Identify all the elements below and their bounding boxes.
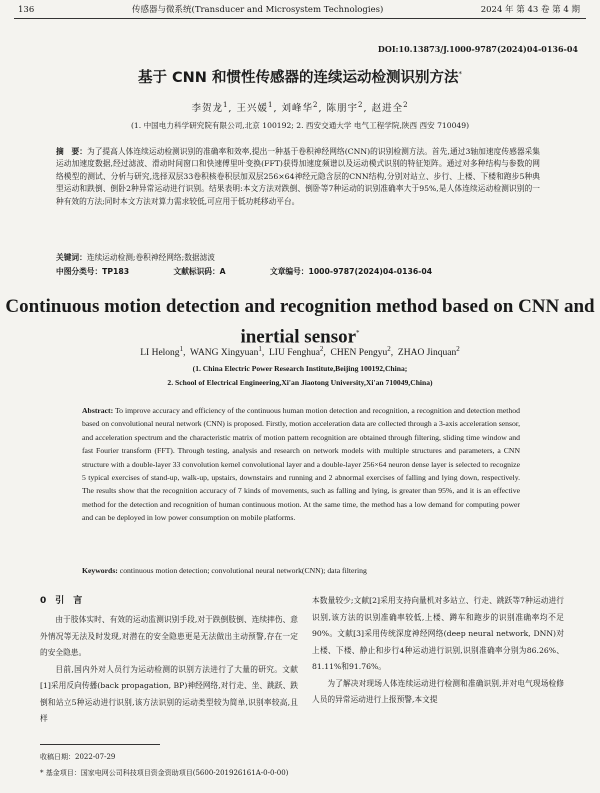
body-paragraph: 由于肢体实时、有效的运动监测识别手段,对于跌倒肢倒、连续摔伤、意外情况等无法及时发现,对潜在的安全隐患更是无法做出主动预警,存在一定的安全隐患。 <box>40 615 298 657</box>
english-affiliation-2: 2. School of Electrical Engineering,Xi'an Jiaotong University,Xi'an 710049,China) <box>167 378 433 387</box>
author-sup: 1 <box>267 100 274 109</box>
chinese-abstract-label: 摘 要： <box>56 147 87 156</box>
english-abstract-text: To improve accuracy and efficiency of the continuous human motion detection and recognition, a recognition and detection method based on convolutional neural network (CNN) is proposed. Firstly, motion acceleration data are collected through a 3-axis acceleration sensor, and acceleration spectrum and the characteristic matrix of motion pattern recognition are obtained through filtering, sliding time window and fast Fourier transform (FFT). Through testing, analysis and research on network models with multiple structures and parameters, a CNN structure with a double-layer 33 convolution kernel convolutional layer and a double-layer 256×64 neuron dense layer is selected to recognize 5 typical exercises of stand-up, walk-up, upstairs, downstairs and running and 2 abnormal exercises of falling and lying down, respectively. The results show that the recognition accuracy of 7 kinds of movements, such as falling and lying, is greater than 95%, and it is an effective method for the detection and recognition of human continuous motion. At the same time, the method has a low demand for computing power and can be deployed in low power consumption on mobile platforms. <box>82 406 520 523</box>
author-sup: 1 <box>258 345 262 353</box>
body-column-left <box>40 612 298 728</box>
fund-note: * 基金项目：国家电网公司科技项目资金资助项目(5600-201926161A-0-0-00) <box>40 769 289 777</box>
classification-info <box>56 266 474 277</box>
author-sup: 2 <box>403 100 409 109</box>
body-paragraph: 本数量较少;文献[2]采用支持向量机对多站立、行走、跳跃等7种运动进行识别,该方法的识别准确率较低,上楼、蹲车和跑步的识别准确率均不足90%。文献[3]采用传统深度神经网络(deep neural network, DNN)对上楼、下楼、静止和步行4种运动进行识别,识别准确率分别为86.26%、81.11%和91.76%。 <box>312 596 564 671</box>
chinese-abstract-text: 为了提高人体连续运动检测识别的准确率和效率,提出一种基于卷积神经网络(CNN)的识别检测方法。首先,通过3轴加速度传感器采集运动加速度数据,经过滤波、滑动时间窗口和快速傅里叶变换(FFT)获得加速度频谱以及运动模式识别的特征矩阵。通过对多种结构与参数的网络模型的测试、分析与研究,选择双层33卷积核卷积层加双层256×64神经元隐含层的CNN结构,分别对站立、步行、上楼、下楼和跑步5种典型运动和跌倒、倒卧2种异常运动进行识别。结果表明:本文方法对跌倒、倒卧等7种运动的识别准确率大于95%,是人体连续运动检测识别的一种有效的方法;同时本文方法对算力需求较低,可应用于低功耗移动平台。 <box>56 147 540 206</box>
received-date: 收稿日期：2022-07-29 <box>40 753 116 761</box>
chinese-authors: 李贺龙$^1$, 王兴媛$^1$, 刘峰华$^2$, 陈朋宇$^2$, 赵进全$^2$ <box>191 100 409 114</box>
author-sup: 2 <box>358 100 364 109</box>
author-name: LI Helong <box>140 348 180 359</box>
english-keywords-text: continuous motion detection; convolutional neural network(CNN); data filtering <box>119 566 367 575</box>
issue-info: 2024 年 第 43 卷 第 4 期 <box>480 5 580 15</box>
author-name: WANG Xingyuan <box>190 348 259 359</box>
english-keywords-label: Keywords: <box>82 566 118 575</box>
author-sup: 2 <box>319 345 324 353</box>
body-column-right <box>312 593 564 709</box>
author-sup: 1 <box>222 100 229 109</box>
body-paragraph: 为了解决对现场人体连续运动进行检测和准确识别,并对电气现场检修人员的异常运动进行上报预警,本文提 <box>312 678 564 704</box>
author-sup: 2 <box>387 345 391 353</box>
chinese-affiliation: (1. 中国电力科学研究院有限公司,北京 100192; 2. 西安交通大学 电气工程学院,陕西 西安 710049) <box>130 121 470 130</box>
author-name: ZHAO Jinquan <box>397 348 457 359</box>
chinese-title-mark: * <box>458 70 462 79</box>
chinese-title <box>0 66 600 87</box>
chinese-keywords <box>56 252 540 263</box>
article-number: 文章编号：1000-9787(2024)04-0136-04 <box>270 267 433 276</box>
author-sup: 2 <box>456 345 460 353</box>
english-authors: LI Helong$^1$, WANG Xingyuan$^1$, LIU Fenghua$^2$, CHEN Pengyu$^2$, ZHAO Jinquan$^2$ <box>140 345 460 359</box>
body-paragraph: 目前,国内外对人员行为运动检测的识别方法进行了大量的研究。文献[1]采用反向传播(back propagation, BP)神经网络,对行走、坐、跳跃、跌倒和站立5种运动进行识别,该方法识别的运动类型较为简单,识别率较高,且样 <box>40 664 298 723</box>
chinese-title-text: 基于 CNN 和惯性传感器的连续运动检测识别方法 <box>137 70 459 86</box>
chinese-abstract <box>56 146 540 208</box>
clc-number: 中图分类号：TP183 <box>56 267 130 276</box>
author-sup: 1 <box>179 345 184 353</box>
document-code: 文献标识码：A <box>173 267 226 276</box>
author-sup: 2 <box>313 100 319 109</box>
english-abstract-label: Abstract: <box>82 406 114 415</box>
author-name: 陈朋宇 <box>326 103 359 114</box>
english-title-text: Continuous motion detection and recognition method based on CNN and inertial sensor <box>5 296 595 348</box>
author-name: CHEN Pengyu <box>330 348 388 359</box>
author-name: 李贺龙 <box>191 103 223 114</box>
english-abstract <box>82 404 520 525</box>
author-name: 王兴媛 <box>236 103 268 114</box>
journal-name: 传感器与微系统(Transducer and Microsystem Technologies) <box>132 5 384 15</box>
english-keywords <box>82 566 520 575</box>
english-title-mark: * <box>356 329 360 337</box>
author-name: 刘峰华 <box>281 103 314 114</box>
page-number: 136 <box>18 5 35 15</box>
chinese-keywords-label: 关键词： <box>56 253 87 262</box>
section-heading: 0 引 言 <box>40 596 83 606</box>
author-name: LIU Fenghua <box>269 348 320 359</box>
english-affiliation-1: (1. China Electric Power Research Institute,Beijing 100192,China; <box>192 364 408 373</box>
author-name: 赵进全 <box>371 103 404 114</box>
doi: DOI:10.13873/J.1000-9787(2024)04-0136-04 <box>377 44 578 54</box>
english-affiliation <box>0 362 600 390</box>
english-title <box>0 294 600 350</box>
chinese-keywords-text: 连续运动检测;卷积神经网络;数据滤波 <box>86 253 215 262</box>
footnote-rule <box>40 744 160 745</box>
running-header <box>14 3 586 19</box>
